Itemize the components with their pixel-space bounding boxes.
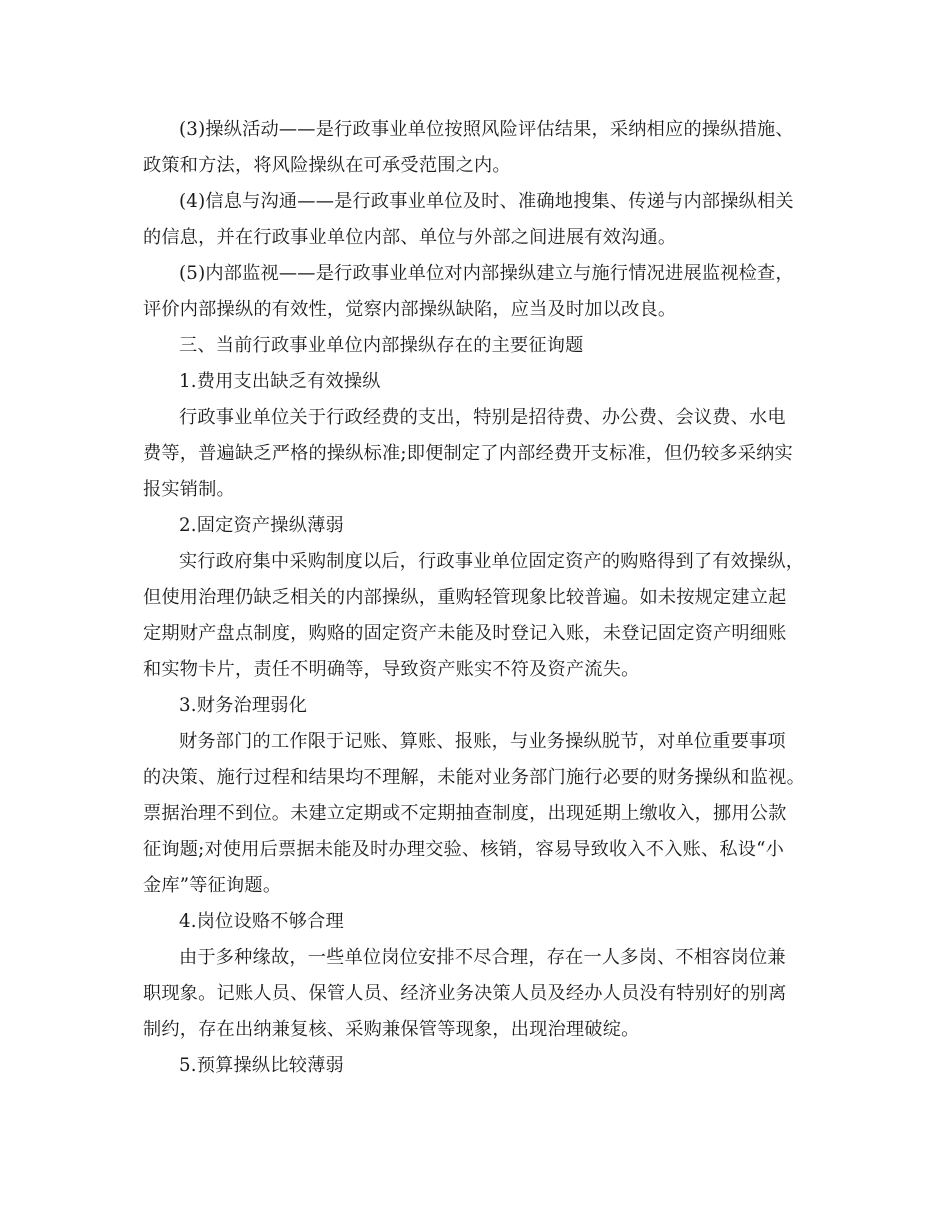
- text-line: 行政事业单位关于行政经费的支出，特别是招待费、办公费、会议费、水电: [179, 407, 786, 428]
- text-line: (4)信息与沟通——是行政事业单位及时、准确地搜集、传递与内部操纵相关: [179, 191, 794, 212]
- text-line: 评价内部操纵的有效性，觉察内部操纵缺陷，应当及时加以改良。: [143, 299, 677, 320]
- text-line: 政策和方法，将风险操纵在可承受范围之内。: [143, 155, 511, 176]
- text-line: 由于多种缘故，一些单位岗位安排不尽合理，存在一人多岗、不相容岗位兼: [179, 947, 786, 968]
- subheading: 2.固定资产操纵薄弱: [179, 515, 344, 536]
- text-line: 职现象。记账人员、保管人员、经济业务决策人员及经办人员没有特别好的别离: [143, 983, 787, 1004]
- text-line: 制约，存在出纳兼复核、采购兼保管等现象，出现治理破绽。: [143, 1019, 640, 1040]
- subheading: 1.费用支出缺乏有效操纵: [179, 371, 381, 392]
- subheading: 5.预算操纵比较薄弱: [179, 1055, 344, 1076]
- text-line: 实行政府集中采购制度以后，行政事业单位固定资产的购赂得到了有效操纵，: [179, 551, 805, 572]
- text-line: 金库”等征询题。: [143, 875, 282, 896]
- subheading: 3.财务治理弱化: [179, 695, 308, 716]
- text-line: 费等，普遍缺乏严格的操纵标准;即便制定了内部经费开支标准，但仍较多采纳实: [143, 443, 793, 464]
- subheading: 4.岗位设赂不够合理: [179, 911, 344, 932]
- text-line: 的决策、施行过程和结果均不理解，未能对业务部门施行必要的财务操纵和监视。: [143, 767, 805, 788]
- text-line: (3)操纵活动——是行政事业单位按照风险评估结果，采纳相应的操纵措施、: [179, 119, 794, 140]
- text-line: 报实销制。: [143, 479, 235, 500]
- text-line: (5)内部监视——是行政事业单位对内部操纵建立与施行情况进展监视检查，: [179, 263, 794, 284]
- text-line: 征询题;对使用后票据未能及时办理交验、核销，容易导致收入不入账、私设“小: [143, 839, 785, 860]
- text-line: 财务部门的工作限于记账、算账、报账，与业务操纵脱节，对单位重要事项: [179, 731, 786, 752]
- text-line: 和实物卡片，责任不明确等，导致资产账实不符及资产流失。: [143, 659, 640, 680]
- section-heading: 三、当前行政事业单位内部操纵存在的主要征询题: [179, 335, 584, 356]
- text-line: 的信息，并在行政事业单位内部、单位与外部之间进展有效沟通。: [143, 227, 677, 248]
- text-line: 但使用治理仍缺乏相关的内部操纵，重购轻管现象比较普遍。如未按规定建立起: [143, 587, 787, 608]
- text-line: 定期财产盘点制度，购赂的固定资产未能及时登记入账，未登记固定资产明细账: [143, 623, 787, 644]
- text-line: 票据治理不到位。未建立定期或不定期抽查制度，出现延期上缴收入，挪用公款: [143, 803, 787, 824]
